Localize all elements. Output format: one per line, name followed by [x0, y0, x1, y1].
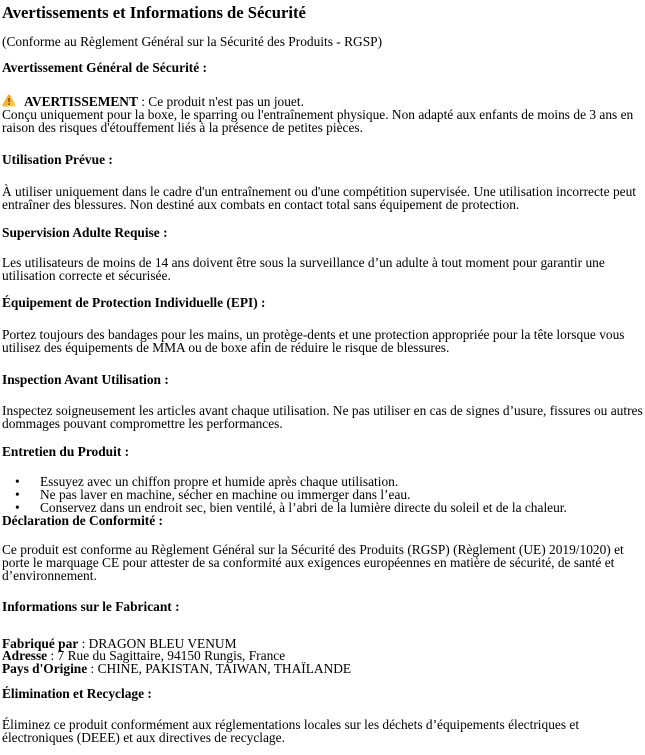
heading-conformity: Déclaration de Conformité :: [2, 513, 164, 529]
field-label: Pays d'Origine: [2, 661, 88, 677]
subtitle: (Conforme au Règlement Général sur la Sécurité des Produits - RGSP): [2, 34, 383, 49]
ppe-body: Portez toujours des bandages pour les mains, un protège-dents et une protection appropriée pour la tête lorsque vous utilisez des équipements de MMA ou de boxe afin de réduire le risque de blessures.: [2, 326, 625, 355]
maintenance-bullet-list: [2, 476, 644, 515]
bullet-icon: •: [15, 500, 20, 516]
field-value: : CHINE, PAKISTAN, TAIWAN, THAÏLANDE: [87, 661, 352, 677]
warning-label: AVERTISSEMENT: [24, 93, 138, 109]
adult-supervision-body: Les utilisateurs de moins de 14 ans doivent être sous la surveillance d’un adulte à tout moment pour garantir une utilisation correcte et sécurisée.: [2, 255, 605, 284]
manufacturer-info: [2, 635, 644, 677]
conformity-body: Ce produit est conforme au Règlement Général sur la Sécurité des Produits (RGSP) (Règlement (UE) 2019/1020) et porte le marquage CE pour attester de sa conformité aux exigences européennes en matière de sécurité, de santé et d’environnement.: [2, 541, 624, 583]
list-item-text: Essuyez avec un chiffon propre et humide après chaque utilisation.: [40, 474, 399, 490]
heading-intended-use: Utilisation Prévue :: [2, 151, 113, 167]
general-safety-body: Conçu uniquement pour la boxe, le sparring ou l'entraînement physique. Non adapté aux enfants de moins de 3 ans en raison des risques d'étouffement liés à la présence de petites pièces.: [2, 106, 634, 135]
field-label: Adresse: [2, 648, 48, 664]
field-label: Fabriqué par: [2, 635, 79, 651]
list-item-text: Ne pas laver en machine, sécher en machine ou immerger dans l’eau.: [40, 487, 411, 503]
recycling-body: Éliminez ce produit conformément aux réglementations locales sur les déchets d’équipements électriques et électroniques (DEEE) et aux directives de recyclage.: [2, 717, 580, 746]
manufacturer-field: [2, 663, 644, 676]
warning-icon: [2, 94, 16, 107]
page-title: Avertissements et Informations de Sécurité: [2, 3, 306, 22]
heading-inspection: Inspection Avant Utilisation :: [2, 371, 169, 387]
heading-general-safety: Avertissement Général de Sécurité :: [2, 59, 208, 75]
heading-ppe: Équipement de Protection Individuelle (EPI) :: [2, 294, 266, 310]
heading-adult-supervision: Supervision Adulte Requise :: [2, 225, 168, 241]
inspection-body: Inspectez soigneusement les articles avant chaque utilisation. Ne pas utiliser en cas de signes d’usure, fissures ou autres dommages pouvant compromettre les performances.: [2, 402, 643, 431]
warning-block: [2, 94, 644, 135]
field-value: : DRAGON BLEU VENUM: [78, 635, 237, 651]
bullet-icon: •: [15, 487, 20, 503]
field-value: : 7 Rue du Sagittaire, 94150 Rungis, France: [47, 648, 286, 664]
heading-manufacturer: Informations sur le Fabricant :: [2, 598, 180, 614]
heading-maintenance: Entretien du Produit :: [2, 444, 130, 460]
warning-text: : Ce produit n'est pas un jouet.: [137, 93, 304, 109]
list-item-text: Conservez dans un endroit sec, bien ventilé, à l’abri de la lumière directe du soleil et de la chaleur.: [40, 500, 567, 516]
intended-use-body: À utiliser uniquement dans le cadre d'un entraînement ou d'une compétition supervisée. Une utilisation incorrecte peut entraîner des blessures. Non destiné aux combats en contact total sans équipement de protection.: [2, 184, 636, 213]
bullet-icon: •: [15, 474, 20, 490]
heading-recycling: Élimination et Recyclage :: [2, 686, 152, 702]
